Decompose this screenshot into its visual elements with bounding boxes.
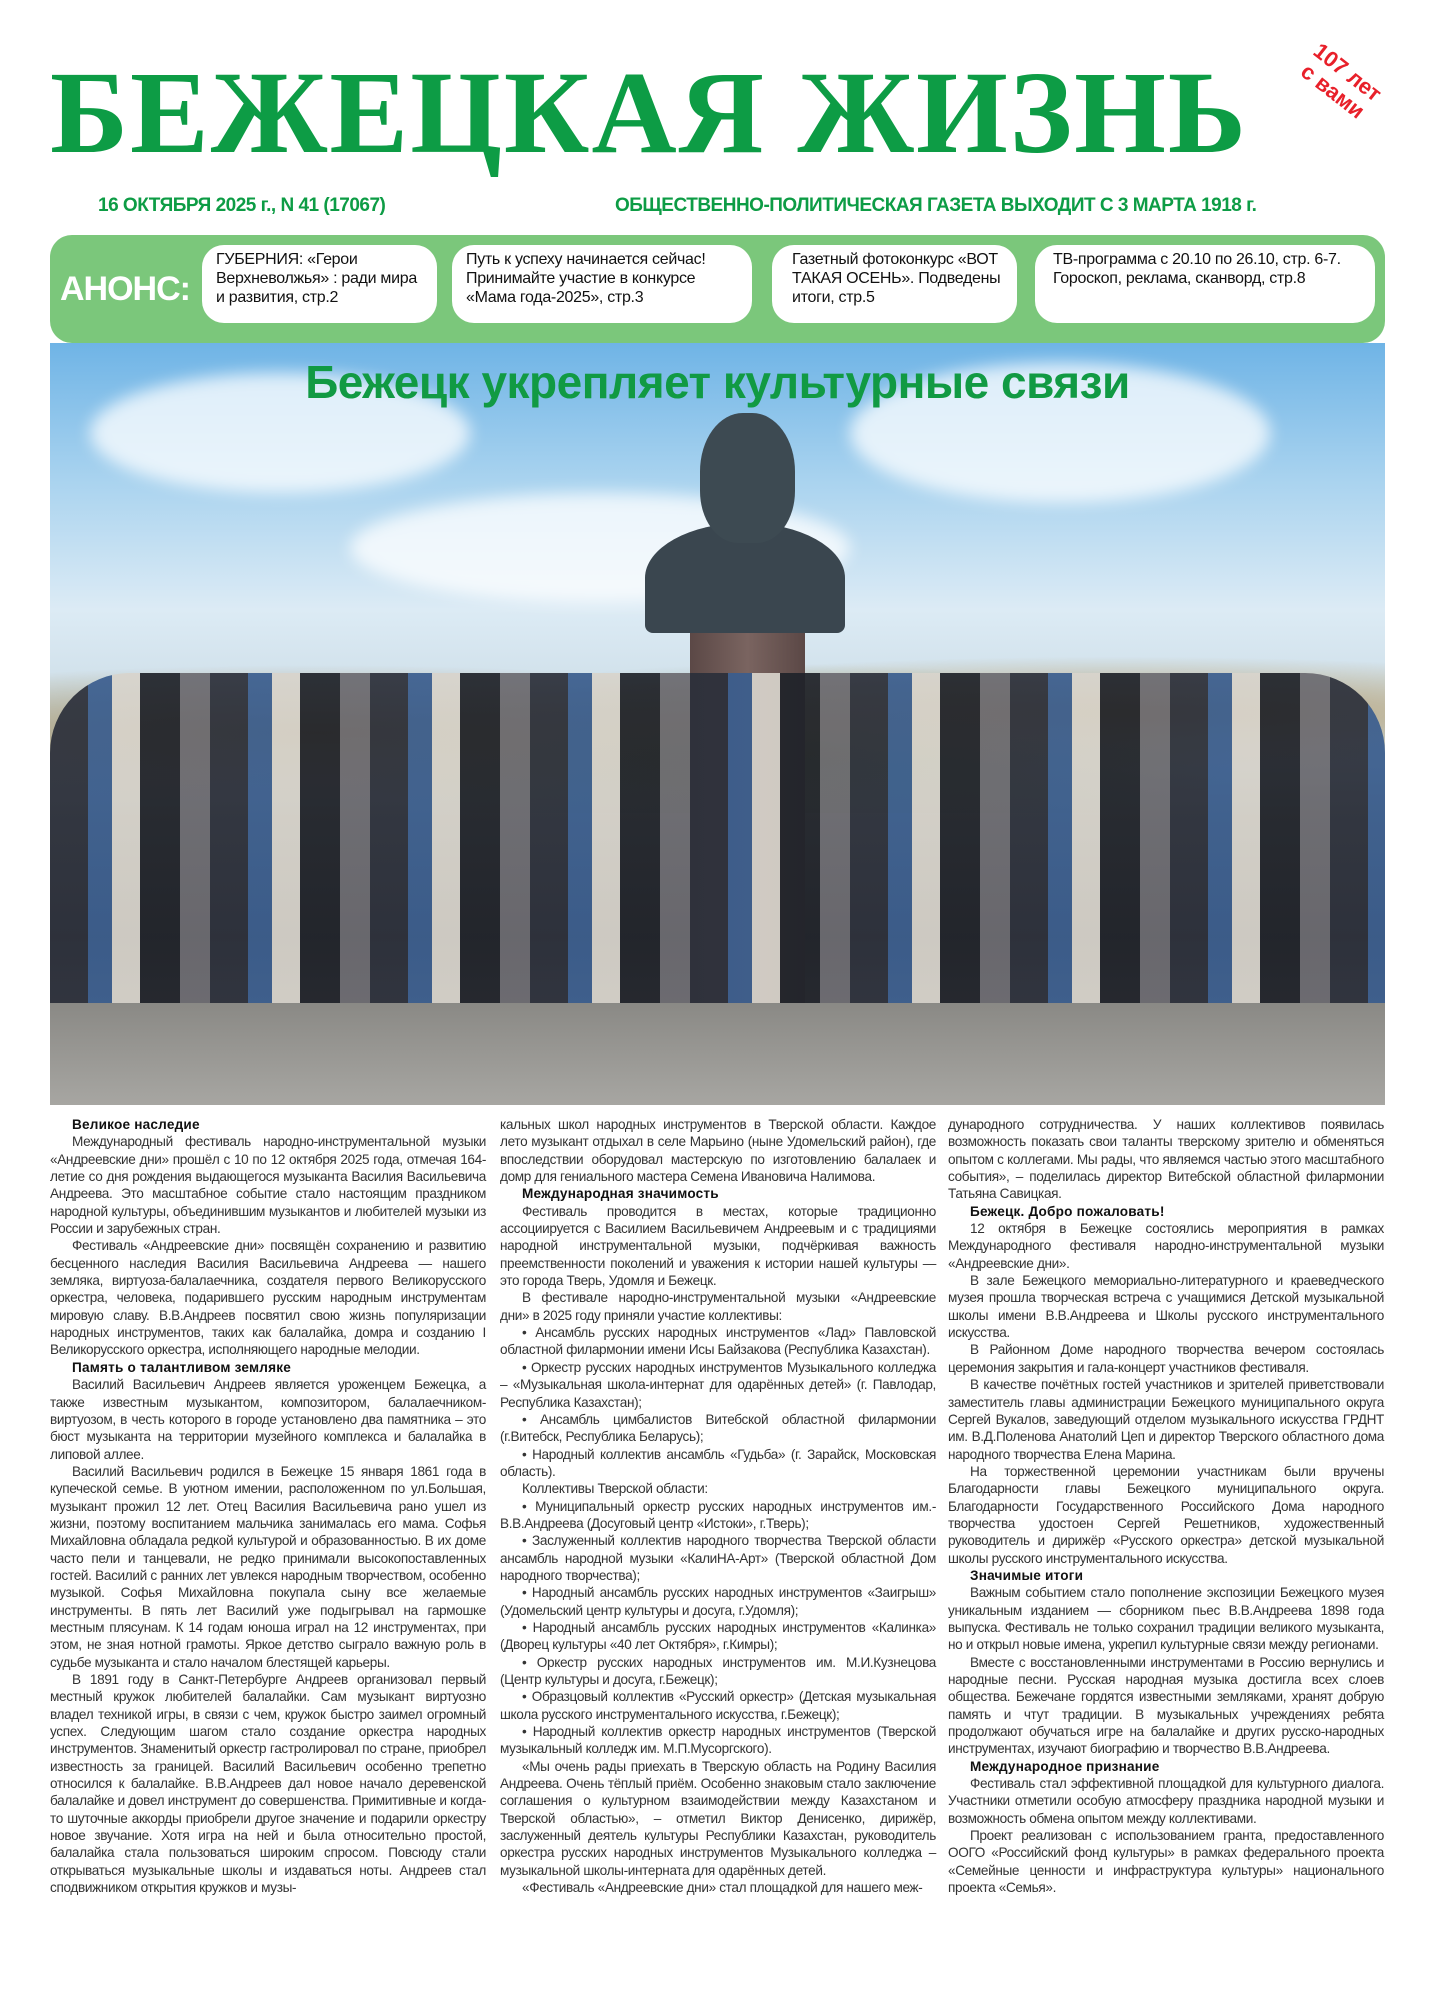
paragraph: На торжественной церемонии участникам были вручены Благодарности главы Бежецкого муниципального округа. Благодарности Государственного Российского Дома народного творчества удостоен Сергей Решетников, художественный руководитель и дирижёр «Русского оркестра» детской музыкальной школы русского инструментального искусства. xyxy=(948,1463,1384,1566)
paragraph: В зале Бежецкого мемориально-литературного и краеведческого музея прошла творческая встреча с учащимися Детской музыкальной школы имени В.В.Андреева и Школы русского инструментального искусства. xyxy=(948,1273,1384,1341)
paragraph: 12 октября в Бежецке состоялись мероприятия в рамках Международного фестиваля народно-инструментальной музыки «Андреевские дни». xyxy=(948,1221,1384,1271)
paragraph: Международный фестиваль народно-инструментальной музыки «Андреевские дни» прошёл с 10 по 12 октября 2025 года, отмечая 164-летие со дня рождения выдающегося музыканта Василия Васильевича Андреева. Это масштабное событие стало настоящим праздником народной культуры, объединившим музыкантов и любителей музыки из России и зарубежных стран. xyxy=(50,1134,486,1237)
anniversary-badge: 107 лет с вами xyxy=(1296,37,1387,124)
section-heading: Значимые итоги xyxy=(970,1567,1084,1583)
paragraph: • Образцовый коллектив «Русский оркестр» (Детская музыкальная школа русского инструментального искусства, г.Бежецк); xyxy=(500,1689,936,1722)
anons-item[interactable]: ГУБЕРНИЯ: «Герои Верхневолжья» : ради мира и развития, стр.2 xyxy=(202,245,437,323)
paragraph: Фестиваль «Андреевские дни» посвящён сохранению и развитию бесценного наследия Василия Васильевича Андреева — нашего земляка, виртуоза-балалаечника, создателя первого Великорусского оркестра, человека, подарившего русским народным инструментам мировую славу. В.В.Андреев посвятил свою жизнь популяризации народных инструментов, таких как балалайка, домра и созданию I Великорусского оркестра, исполняющего народные мелодии. xyxy=(50,1238,486,1358)
paragraph: Проект реализован с использованием гранта, предоставленного ООГО «Российский фонд культуры» в рамках федерального проекта «Семейные ценности и инфраструктура культуры» национального проекта «Семья». xyxy=(948,1828,1384,1896)
paragraph: • Народный ансамбль русских народных инструментов «Заигрыш» (Удомельский центр культуры и досуга, г.Удомля); xyxy=(500,1585,936,1618)
article-headline: Бежецк укрепляет культурные связи xyxy=(305,356,1130,408)
tagline: ОБЩЕСТВЕННО-ПОЛИТИЧЕСКАЯ ГАЗЕТА ВЫХОДИТ С 3 МАРТА 1918 г. xyxy=(615,195,1257,216)
paragraph: Василий Васильевич родился в Бежецке 15 января 1861 года в купеческой семье. В уютном имении, расположенном по ул.Большая, музыкант прожил 12 лет. Отец Василия Васильевича рано ушел из жизни, поэтому воспитанием мальчика занималась его мама. Софья Михайловна обладала редкой культурой и образованностью. В их доме часто пели и танцевали, не редко принимали высокопоставленных гостей. Василий с ранних лет увлекся народным творчеством, особенно музыкой. Софья Михайловна покупала сыну все желаемые инструменты. В пять лет Василий уже подыгрывал на гармошке местным плясунам. К 14 годам юноша играл на 12 инструментах, при этом, не зная нотной грамоты. Яркое детство сыграло важную роль в судьбе музыканта и стало началом блестящей карьеры. xyxy=(50,1463,486,1670)
paragraph: Коллективы Тверской области: xyxy=(522,1481,708,1497)
anons-bar xyxy=(50,235,1385,343)
paragraph: «Фестиваль «Андреевские дни» стал площадкой для нашего меж- xyxy=(522,1880,923,1896)
section-heading: Международная значимость xyxy=(522,1186,719,1202)
section-heading: Бежецк. Добро пожаловать! xyxy=(970,1203,1165,1219)
paragraph: Вместе с восстановленными инструментами в Россию вернулись и народные песни. Русская народная музыка достигла всех слоев общества. Бежечане гордятся известными земляками, хранят добрую память и чтут традиции. В музыкальных учреждениях ребята продолжают обучаться игре на балалайке и других русско-народных инструментах, изучают биографию и творчество В.В.Андреева. xyxy=(948,1654,1384,1757)
paragraph: • Народный коллектив ансамбль «Гудьба» (г. Зарайск, Московская область). xyxy=(500,1446,936,1479)
paragraph: • Оркестр русских народных инструментов им. М.И.Кузнецова (Центр культуры и досуга, г.Бежецк); xyxy=(500,1654,936,1687)
paragraph: • Заслуженный коллектив народного творчества Тверской области ансамбль народной музыки «КалиНА-Арт» (Тверской областной Дом народного творчества); xyxy=(500,1533,936,1583)
paragraph: В Районном Доме народного творчества вечером состоялась церемония закрытия и гала-концерт участников фестиваля. xyxy=(948,1342,1384,1375)
paragraph: • Ансамбль цимбалистов Витебской областной филармонии (г.Витебск, Республика Беларусь); xyxy=(500,1411,936,1445)
anons-label: АНОНС: xyxy=(60,270,190,308)
paragraph: • Муниципальный оркестр русских народных инструментов им.-В.В.Андреева (Досуговый центр «Истоки», г.Тверь); xyxy=(500,1498,936,1531)
paragraph: В 1891 году в Санкт-Петербурге Андреев организовал первый местный кружок любителей балалайки. Сам музыкант виртуозно владел техникой игры, в связи с чем, кружок быстро заимел огромный успех. Следующим шагом стало создание оркестра народных инструментов. Знаменитый оркестр гастролировал по стране, приобрел известность за границей. Василий Васильевич особенно трепетно относился к балалайке. В.В.Андреев дал новое начало деревенской балалайке и довел инструмент до совершенства. Примитивные и когда-то шуточные аккорды приобрели другое значение и подарили оркестру новое звучание. Хотя игра на ней и была относительно простой, балалайка стала пользоваться широким спросом. Повсюду стали открываться музыкальные школы и издаваться ноты. Андреев стал сподвижником открытия кружков и музы- xyxy=(50,1672,486,1896)
paragraph: Василий Васильевич Андреев является уроженцем Бежецка, а также известным музыкантом, композитором, балалаечником-виртуозом, в честь которого в городе установлено два памятника – это бюст музыканта на территории музейного комплекса и балалайка в липовой аллее. xyxy=(50,1377,486,1462)
paragraph: В фестивале народно-инструментальной музыки «Андреевские дни» в 2025 году приняли участие коллективы: xyxy=(500,1290,936,1323)
paragraph: Фестиваль стал эффективной площадкой для культурного диалога. Участники отметили особую атмосферу праздника народной музыки и возможность обмена опытом между коллективами. xyxy=(948,1776,1384,1826)
anons-item[interactable]: ТВ-программа с 20.10 по 26.10, стр. 6-7. Гороскоп, реклама, сканворд, стр.8 xyxy=(1035,245,1375,323)
section-heading: Великое наследие xyxy=(72,1117,200,1132)
paragraph: • Оркестр русских народных инструментов Музыкального колледжа – «Музыкальная школа-интернат для одарённых детей» (г. Павлодар, Республика Казахстан); xyxy=(500,1359,936,1410)
paragraph: «Мы очень рады приехать в Тверскую область на Родину Василия Андреева. Очень тёплый приём. Особенно знаковым стало заключение соглашения о культурном взаимодействии между Казахстаном и Тверской областью», – отметил Виктор Денисенко, дирижёр, заслуженный деятель культуры Республики Казахстан, руководитель оркестра русских народных инструментов Музыкального колледжа – музыкальной школы-интерната для одарённых детей. xyxy=(500,1758,936,1878)
lead-photo xyxy=(50,343,1385,1105)
newspaper-logo: БЕЖЕЦКАЯ ЖИЗНЬ xyxy=(50,47,1248,178)
text-column-1 xyxy=(50,1116,486,1896)
paragraph: кальных школ народных инструментов в Тверской области. Каждое лето музыкант отдыхал в селе Марьино (ныне Удомельский район), где впоследствии оборудовал мастерскую по изготовлению балалаек и домр для гениального мастера Семена Ивановича Налимова. xyxy=(500,1117,936,1185)
paragraph: • Народный ансамбль русских народных инструментов «Калинка» (Дворец культуры «40 лет Октября», г.Кимры); xyxy=(500,1619,936,1653)
section-heading: Международное признание xyxy=(970,1758,1160,1774)
paragraph: В качестве почётных гостей участников и зрителей приветствовали заместитель главы администрации Бежецкого муниципального округа Сергей Вукалов, заведующий отделом музыкального искусства ГРДНТ им. В.Д.Поленова Анатолий Цеп и директор Тверского областного дома народного творчества Елена Марина. xyxy=(948,1377,1384,1462)
anons-item[interactable]: Путь к успеху начинается сейчас! Принимайте участие в конкурсе «Мама года-2025», стр.3 xyxy=(452,245,752,323)
section-heading: Память о талантливом земляке xyxy=(72,1359,291,1375)
text-column-3 xyxy=(948,1116,1384,1896)
group-of-people xyxy=(50,673,1385,1003)
paragraph: Важным событием стало пополнение экспозиции Бежецкого музея уникальным изданием — сборником пьес В.В.Андреева 1898 года выпуска. Фестиваль не только сохранил традиции великого музыканта, но и открыл новые имена, укрепил культурные связи между регионами. xyxy=(948,1585,1384,1653)
paragraph: • Ансамбль русских народных инструментов «Лад» Павловской областной филармонии имени Исы Байзакова (Республика Казахстан). xyxy=(500,1325,936,1358)
paragraph: Фестиваль проводится в местах, которые традиционно ассоциируется с Василием Васильевичем Андреевым и с традициями народной инструментальной музыки, подчёркивая важность преемственности поколений и уважения к истории нашей культуры — это города Тверь, Удомля и Бежецк. xyxy=(500,1203,936,1289)
issue-date: 16 ОКТЯБРЯ 2025 г., N 41 (17067) xyxy=(98,195,386,216)
text-column-2 xyxy=(500,1116,936,1896)
paragraph: • Народный коллектив оркестр народных инструментов (Тверской музыкальный колледж им. М.П.Мусоргского). xyxy=(500,1724,936,1757)
anons-item[interactable]: Газетный фотоконкурс «ВОТ ТАКАЯ ОСЕНЬ». Подведены итоги, стр.5 xyxy=(772,245,1017,323)
paragraph: дународного сотрудничества. У наших коллективов появилась возможность показать свои таланты тверскому зрителю и обменяться опытом с коллегами. Мы рады, что являемся частью этого масштабного события», – поделилась директор Витебской областной филармонии Татьяна Савицкая. xyxy=(948,1117,1384,1202)
